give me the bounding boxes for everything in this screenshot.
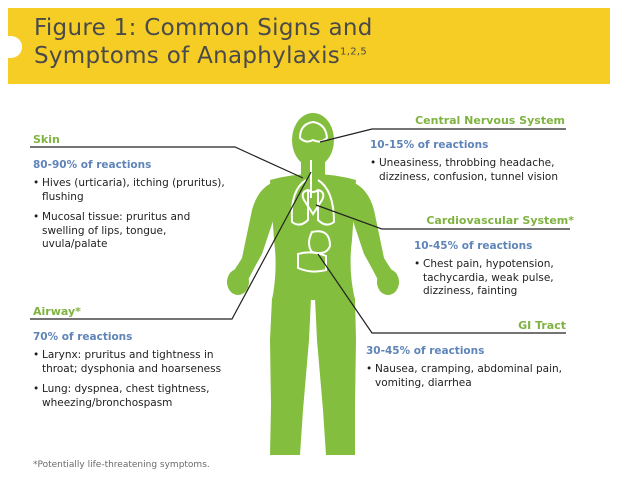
left-arm	[230, 182, 276, 284]
left-hand	[227, 269, 249, 295]
airway-item-2: • Lung: dyspnea, chest tightness, wheezing/bronchospasm	[33, 383, 238, 410]
skin-percent: 80-90% of reactions	[33, 159, 152, 171]
airway-percent: 70% of reactions	[33, 331, 133, 343]
skin-item-1: • Hives (urticaria), itching (pruritus), flushing	[33, 177, 233, 204]
title-line-2: Symptoms of Anaphylaxis	[34, 43, 341, 69]
gi-title: GI Tract	[518, 319, 566, 332]
cardio-item-1: • Chest pain, hypotension, tachycardia, weak pulse, dizziness, fainting	[414, 258, 574, 299]
skin-section	[33, 133, 233, 259]
skin-item-2: • Mucosal tissue: pruritus and swelling of lips, tongue, uvula/palate	[33, 211, 233, 252]
airway-title: Airway*	[33, 305, 81, 318]
cns-percent: 10-15% of reactions	[370, 139, 489, 151]
gi-item-1: • Nausea, cramping, abdominal pain, vomiting, diarrhea	[366, 363, 571, 390]
footnote: *Potentially life-threatening symptoms.	[33, 460, 210, 470]
gi-section	[366, 319, 571, 397]
title-references: 1,2,5	[340, 46, 367, 58]
cns-title: Central Nervous System	[415, 114, 565, 127]
cns-item-1: • Uneasiness, throbbing headache, dizziness, confusion, tunnel vision	[370, 157, 570, 184]
airway-section	[33, 305, 238, 417]
left-leg	[270, 298, 311, 455]
right-leg	[315, 298, 356, 455]
skin-title: Skin	[33, 133, 60, 146]
cardio-percent: 10-45% of reactions	[414, 240, 533, 252]
airway-item-1: • Larynx: pruritus and tightness in throat; dysphonia and hoarseness	[33, 349, 238, 376]
right-arm	[350, 182, 396, 284]
right-hand	[377, 269, 399, 295]
cardio-title: Cardiovascular System*	[426, 214, 574, 227]
title-line-1: Figure 1: Common Signs and	[34, 15, 373, 41]
gi-percent: 30-45% of reactions	[366, 345, 485, 357]
cns-section	[370, 114, 570, 191]
cardio-section	[414, 214, 574, 306]
